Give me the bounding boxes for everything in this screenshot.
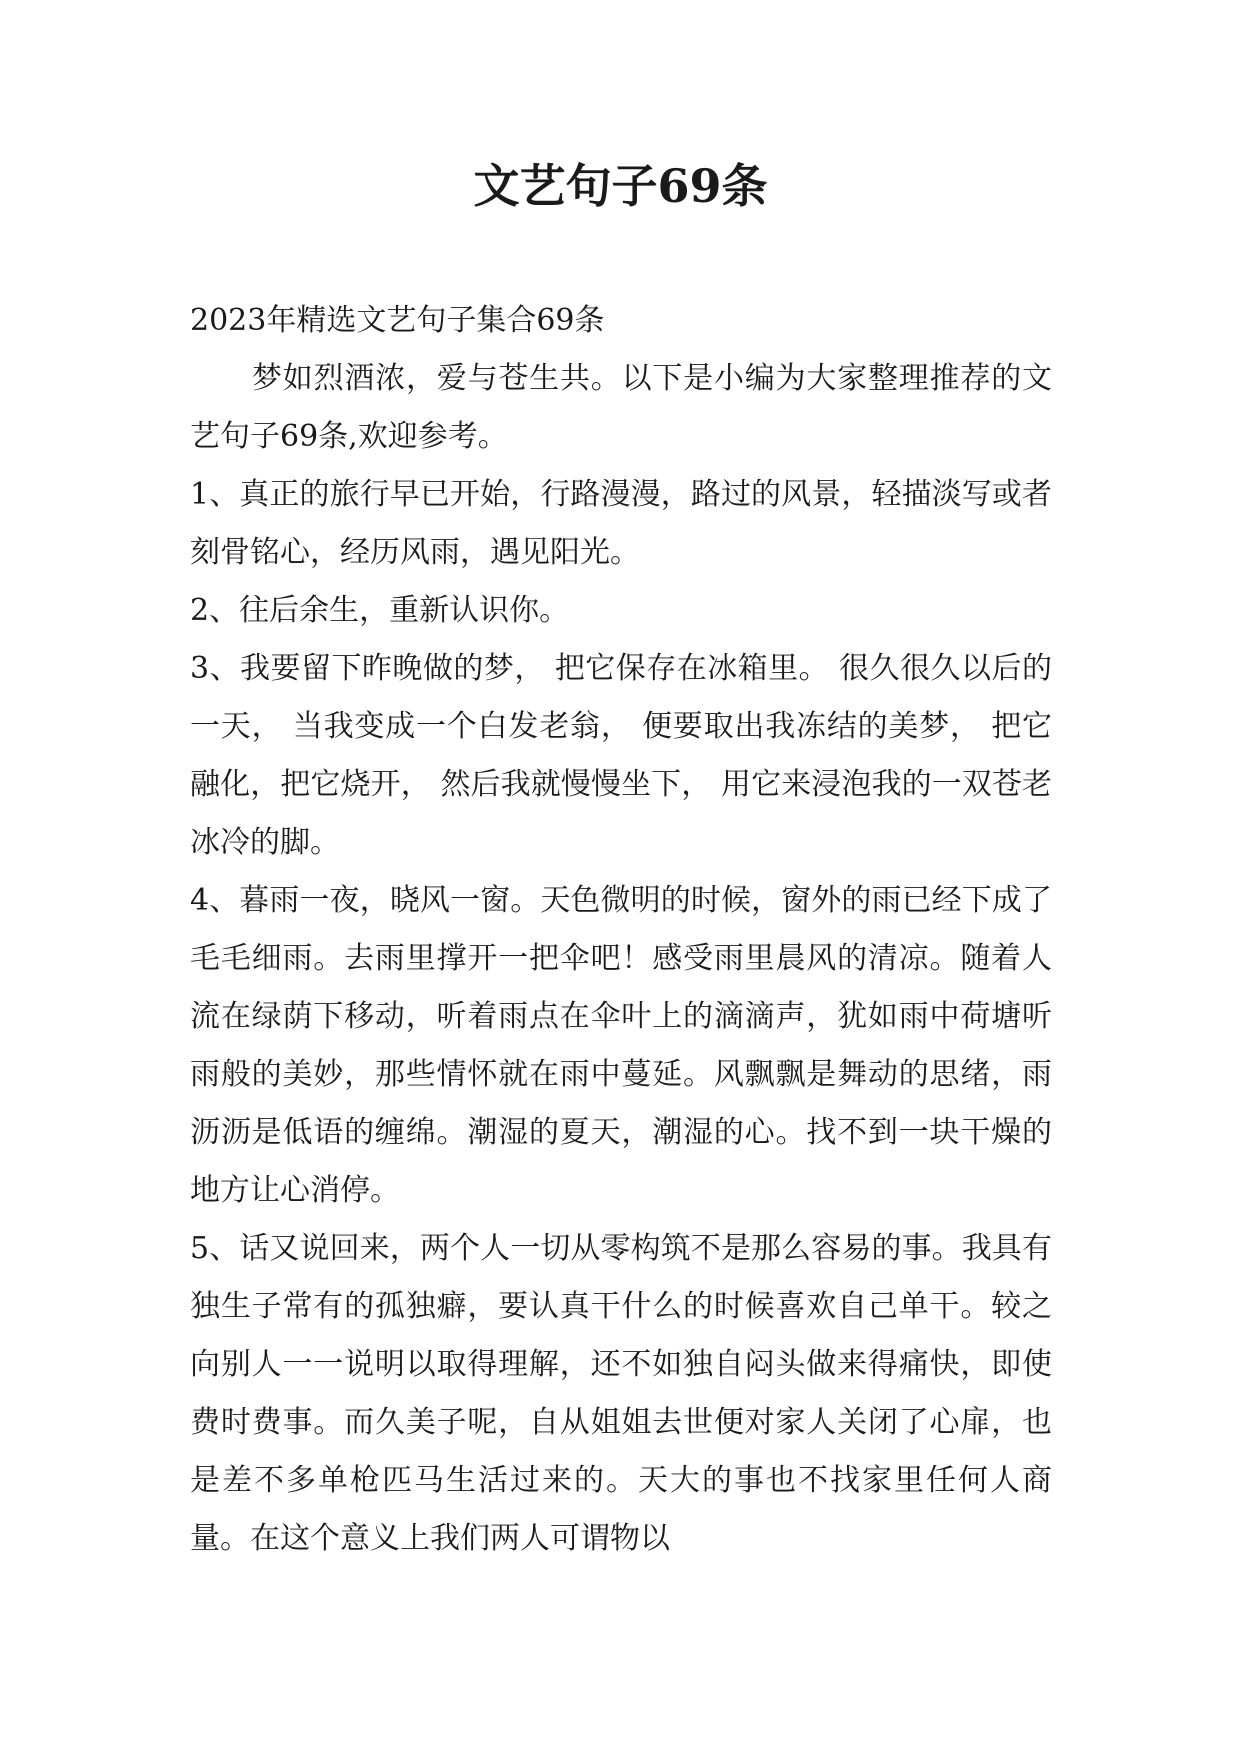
document-subtitle: 2023年精选文艺句子集合69条 <box>190 303 605 338</box>
list-item: 3、我要留下昨晚做的梦， 把它保存在冰箱里。 很久很久以后的一天， 当我变成一个白发老翁， 便要取出我冻结的美梦， 把它融化，把它烧开， 然后我就慢慢坐下， 用它来浸泡我的一双苍老冰冷的脚。 <box>190 651 1052 860</box>
list-item: 4、暮雨一夜，晓风一窗。天色微明的时候，窗外的雨已经下成了毛毛细雨。去雨里撑开一把伞吧！感受雨里晨风的清凉。随着人流在绿荫下移动，听着雨点在伞叶上的滴滴声，犹如雨中荷塘听雨般的美妙，那些情怀就在雨中蔓延。风飘飘是舞动的思绪，雨沥沥是低语的缠绵。潮湿的夏天，潮湿的心。找不到一块干燥的地方让心消停。 <box>190 883 1052 1208</box>
document-title: 文艺句子69条 <box>473 159 768 213</box>
document-body <box>190 292 1052 1568</box>
list-item: 2、往后余生，重新认识你。 <box>190 593 570 628</box>
list-item: 5、话又说回来，两个人一切从零构筑不是那么容易的事。我具有独生子常有的孤独癖，要认真干什么的时候喜欢自己单干。较之向别人一一说明以取得理解，还不如独自闷头做来得痛快，即使费时费事。而久美子呢，自从姐姐去世便对家人关闭了心扉，也是差不多单枪匹马生活过来的。天大的事也不找家里任何人商量。在这个意义上我们两人可谓物以 <box>190 1231 1052 1556</box>
intro-paragraph: 梦如烈酒浓，爱与苍生共。以下是小编为大家整理推荐的文艺句子69条,欢迎参考。 <box>190 361 1052 454</box>
list-item: 1、真正的旅行早已开始，行路漫漫，路过的风景，轻描淡写或者刻骨铭心，经历风雨，遇见阳光。 <box>190 477 1052 570</box>
